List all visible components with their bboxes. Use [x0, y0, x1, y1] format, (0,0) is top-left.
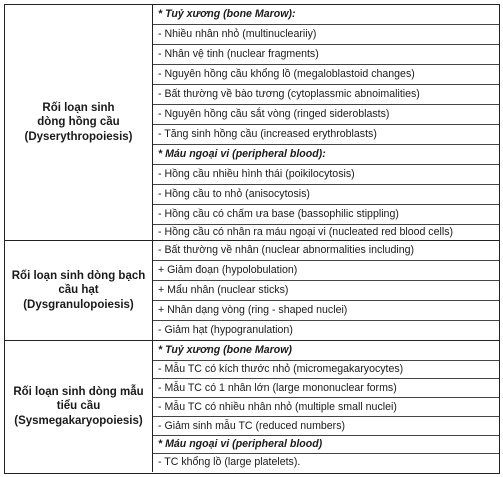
section-label-cell	[5, 5, 153, 240]
item-row: - Hồng cầu có chấm ưa base (bassophilic stippling)	[153, 205, 499, 225]
section-label-cell	[5, 341, 153, 472]
section-items	[153, 5, 499, 240]
item-row: - Tăng sinh hồng cầu (increased erythroblasts)	[153, 125, 499, 145]
section-label	[18, 101, 138, 145]
item-row-header: * Tuỷ xương (bone Marow):	[153, 5, 499, 25]
section-label-line: (Dyserythropoiesis)	[24, 130, 133, 143]
item-row: - Hồng cầu to nhỏ (anisocytosis)	[153, 185, 499, 205]
item-row: - Giảm sinh mẫu TC (reduced numbers)	[153, 417, 499, 436]
section-label-line: (Sysmegakaryopoiesis)	[14, 414, 143, 427]
item-row: - Bất thường về nhân (nuclear abnormalities including)	[153, 241, 499, 261]
section-label-line: tiểu cầu	[56, 400, 101, 413]
section-label	[6, 269, 152, 313]
section-items	[153, 341, 499, 472]
section-dysmegakaryopoiesis	[5, 341, 499, 472]
item-row: + Mẩu nhân (nuclear sticks)	[153, 281, 499, 301]
section-label-line: cầu hạt	[58, 284, 99, 297]
item-row: - Mẫu TC có 1 nhân lớn (large mononuclear forms)	[153, 379, 499, 398]
item-row: - Mẫu TC có nhiều nhân nhỏ (multiple small nuclei)	[153, 398, 499, 417]
section-label-line: (Dysgranulopoiesis)	[23, 298, 134, 311]
section-label-line: Rối loạn sinh dòng bạch	[11, 269, 146, 282]
item-row: - Bất thường về bào tương (cytoplassmic abnoimalities)	[153, 85, 499, 105]
disorder-table	[4, 4, 500, 474]
section-label-cell	[5, 241, 153, 340]
item-row: - TC khổng lồ (large platelets).	[158, 456, 301, 468]
item-row: - Nguyên hồng cầu sắt vòng (ringed sideroblasts)	[153, 105, 499, 125]
item-row-header: * Tuỷ xương (bone Marow)	[153, 341, 499, 361]
section-items	[153, 241, 499, 340]
section-label-line: Rối loạn sinh dòng mẫu	[13, 385, 144, 398]
section-dyserythropoiesis	[5, 5, 499, 241]
item-row: + Nhân dạng vòng (ring - shaped nuclei)	[153, 301, 499, 321]
item-row: - Nguyên hồng cầu khổng lồ (megaloblastoid changes)	[153, 65, 499, 85]
section-label-line: dòng hồng cầu	[37, 116, 120, 129]
section-dysgranulopoiesis	[5, 241, 499, 341]
item-row: - Giảm hạt (hypogranulation)	[158, 324, 293, 336]
item-row: - Nhân vệ tinh (nuclear fragments)	[153, 45, 499, 65]
section-label-line: Rối loạn sinh	[42, 101, 115, 114]
item-row: - Mẫu TC có kích thước nhỏ (micromegakaryocytes)	[153, 360, 499, 379]
item-row: - Hồng cầu có nhân ra máu ngoại vi (nucleated red blood cells)	[158, 226, 454, 238]
item-row: - Nhiều nhân nhỏ (multinucleariiy)	[153, 25, 499, 45]
section-label	[7, 385, 149, 429]
item-row-header: * Máu ngoại vi (peripheral blood):	[153, 145, 499, 165]
item-row: - Hồng cầu nhiều hình thái (poikilocytosis)	[153, 165, 499, 185]
item-row-header: * Máu ngoại vi (peripheral blood)	[153, 436, 499, 454]
item-row: + Giảm đoạn (hypolobulation)	[153, 261, 499, 281]
